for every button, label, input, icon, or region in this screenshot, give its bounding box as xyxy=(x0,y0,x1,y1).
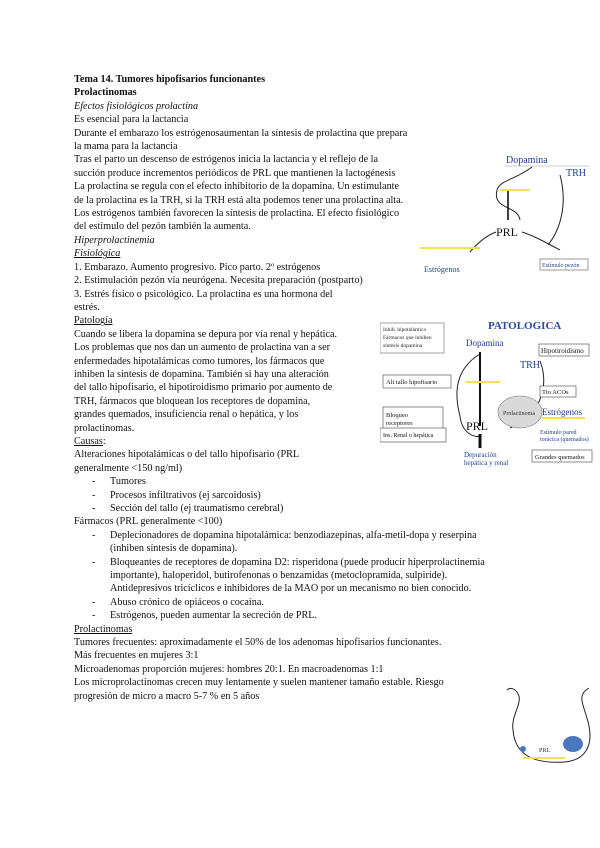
fig2-estrogenos-label: Estrógenos xyxy=(542,407,582,417)
list-item-line: Antidepresivos tricíclicos e inhibidores de la MAO por un mecanismo no bien conocido. xyxy=(110,583,472,595)
section-prolactinomas-title: Prolactinomas xyxy=(74,87,137,99)
fig2-note-line: síntesis dopamina xyxy=(383,343,423,349)
text-line: Durante el embarazo los estrógenosaumentan la síntesis de prolactina que prepara xyxy=(74,127,408,139)
text-line: Es esencial para la lactancia xyxy=(74,114,189,126)
text-line: TRH, fármacos que bloquean los receptores de dopamina, xyxy=(74,395,311,407)
text-line: Microadenomas proporción mujeres: hombres 20:1. En macroadenomas 1:1 xyxy=(74,663,384,675)
text-line: 2. Estimulación pezón vía neurógena. Necesita preparación (postparto) xyxy=(74,275,363,287)
text-line: Los estrógenos también favorecen la síntesis de prolactina. El efecto fisiológico xyxy=(74,208,400,220)
causas-colon: : xyxy=(102,435,106,447)
text-line: progresión de micro a macro 5-7 % en 5 años xyxy=(74,690,260,702)
sketch-tumor-shape xyxy=(563,736,583,752)
physiology-diagram xyxy=(420,150,590,275)
text-line: Los microprolactinomas crecen muy lentamente y suelen mantener tamaño estable. Riesgo xyxy=(74,677,444,689)
text-line: grandes quemados, insuficiencia renal o hepática, y los xyxy=(74,409,299,421)
fig2-pared-line: torácica (quemados) xyxy=(540,437,589,443)
list-item: - Abuso crónico de opiáceos o cocaína. xyxy=(74,596,474,609)
text-line: inhiben la síntesis de dopamina. También si hay una alteración xyxy=(74,368,329,380)
list-item-line: - Deplecionadores de dopamina hipotalámica: benzodiazepinas, alfa-metil-dopa y reserpina xyxy=(110,529,477,541)
text-line: Alteraciones hipotalámicas o del tallo hipofisario (PRL xyxy=(74,449,300,461)
hyper-heading: Hiperprolactinemia xyxy=(74,234,155,246)
text-line: de la prolactina es la TRH, si la TRH está alta podemos tener una prolactina alta. xyxy=(74,194,404,206)
fig2-depuracion-line: hepática y renal xyxy=(464,459,509,467)
fig1-trh-label: TRH xyxy=(566,168,586,179)
list-item xyxy=(74,529,477,556)
fig2-bloqueo-line: Bloqueo xyxy=(386,412,409,419)
text-line: la mama para la lactancia xyxy=(74,141,178,153)
text-line: Los problemas que nos dan un aumento de prolactina van a ser xyxy=(74,342,331,354)
list-item: - Procesos infiltrativos (ej sarcoidosis) xyxy=(74,489,474,502)
text-line: enfermedades hipotalámicas como tumores, los fármacos que xyxy=(74,355,325,367)
list-item-line: importante), haloperidol, butirofenonas o benzamidas (metoclopramida, sulpiride). xyxy=(110,570,448,582)
fig1-hypothalamus-path xyxy=(496,167,532,220)
list-item: - Estrógenos, pueden aumentar la secreción de PRL. xyxy=(74,609,474,622)
text-line: generalmente <150 ng/ml) xyxy=(74,462,183,474)
text-line: estrés. xyxy=(74,301,100,313)
text-line: succión produce incrementos periódicos de PRL que mantienen la lactogénesis xyxy=(74,167,396,179)
list-item: - Sección del tallo (ej traumatismo cerebral) xyxy=(74,502,474,515)
farmacos-line: Fármacos (PRL generalmente <100) xyxy=(74,516,223,528)
text-line: del tallo hipofisario, el hipotiroidismo primario por aumento de xyxy=(74,382,333,394)
fig2-prolactinoma-label: Prolactinoma xyxy=(503,411,535,417)
text-line: Tumores frecuentes: aproximadamente el 50% de los adenomas hipofisarios funcionantes. xyxy=(74,637,442,649)
fig2-prl-label: PRL xyxy=(466,419,489,433)
list-item-line: (inhiben síntesis de dopamina). xyxy=(110,543,238,555)
fig2-quemados-label: Grandes quemados xyxy=(535,454,585,461)
sketch-small-dot xyxy=(520,746,526,752)
fig2-trh-label: TRH xyxy=(520,360,540,371)
text-line: 1. Embarazo. Aumento progresivo. Pico parto. 2º estrógenos xyxy=(74,261,321,273)
fig1-prl-label: PRL xyxy=(496,225,519,239)
fig1-trh-path xyxy=(548,175,563,245)
text-line: del estímulo del pezón también la aumenta. xyxy=(74,221,251,233)
fig2-aco-label: Tto ACOs xyxy=(542,389,569,396)
fig2-bloqueo-line: receptores xyxy=(386,420,413,427)
effects-heading: Efectos fisiológicos prolactina xyxy=(74,100,199,112)
text-line: Cuando se libera la dopamina se depura por vía renal y hepática. xyxy=(74,328,338,340)
prolactinoma-sketch xyxy=(505,686,595,770)
fig2-pared-line: Estímulo pared xyxy=(540,430,577,436)
fig2-note-line: Inhib. hipotalámica xyxy=(383,327,426,333)
list-item xyxy=(74,556,485,596)
fig2-title: PATOLOGICA xyxy=(488,320,562,332)
fig2-alt-tallo-label: Alt tallo hipofisario xyxy=(386,379,438,386)
text-line: 3. Estrés físico o psicológico. La prolactina es una hormona del xyxy=(74,288,333,300)
fig1-pezon-label: Estímulo pezón xyxy=(542,263,580,269)
document-title: Tema 14. Tumores hipofisarios funcionantes xyxy=(74,74,266,85)
fig1-estrogenos-label: Estrógenos xyxy=(424,265,460,274)
patologia-heading: Patología xyxy=(74,315,113,327)
fig2-hipotiroidismo-label: Hipotiroidismo xyxy=(541,347,584,355)
causas-heading: Causas xyxy=(74,435,103,447)
fig2-note-line: Fármacos que inhiben xyxy=(383,335,432,341)
list-item-line: - Bloqueantes de receptores de dopamina D2: risperidona (puede producir hiperprolactinemia xyxy=(110,556,485,568)
sketch-prl-label: PRL xyxy=(539,748,551,754)
prolactinomas-heading: Prolactinomas xyxy=(74,623,133,635)
fig2-depuracion-line: Depuración xyxy=(464,451,497,459)
text-line: prolactinomas. xyxy=(74,422,135,434)
fig1-dopamina-label: Dopamina xyxy=(506,155,548,166)
text-line: Más frecuentes en mujeres 3:1 xyxy=(74,650,199,662)
fig2-dopamina-label: Dopamina xyxy=(466,338,504,348)
pathology-diagram xyxy=(380,316,595,468)
fig2-ins-renal-label: Ins. Renal o hepática xyxy=(383,433,434,439)
text-line: Tras el parto un descenso de estrógenos inicia la lactancia y el reflejo de la xyxy=(74,154,379,166)
text-line: La prolactina se regula con el efecto inhibitorio de la dopamina. Un estimulante xyxy=(74,181,400,193)
list-item: - Tumores xyxy=(74,475,474,488)
fisiologica-heading: Fisiológica xyxy=(74,248,121,260)
